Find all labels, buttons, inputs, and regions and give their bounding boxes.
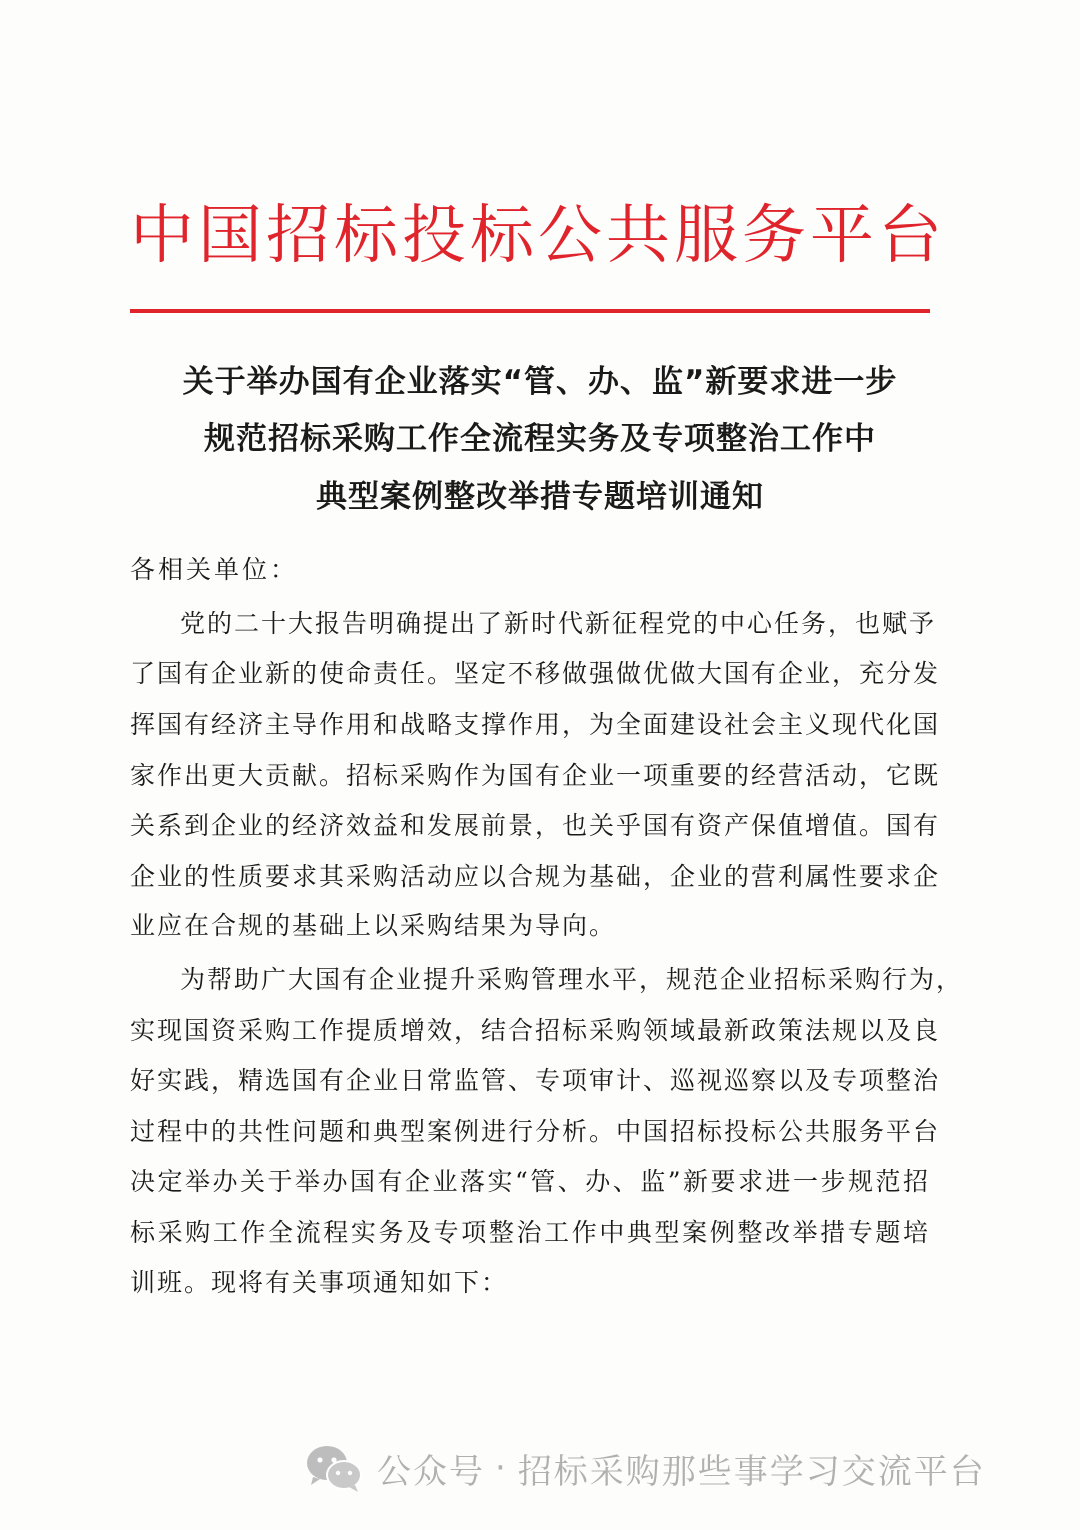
footer-label: 公众号 xyxy=(377,1451,485,1492)
paragraph-2-line: 为帮助广大国有企业提升采购管理水平，规范企业招标采购行为， xyxy=(180,965,964,994)
salutation: 各相关单位： xyxy=(130,555,299,584)
paragraph-2-line: 实现国资采购工作提质增效，结合招标采购领域最新政策法规以及良 xyxy=(130,1016,941,1045)
notice-title-line-2: 规范招标采购工作全流程实务及专项整治工作中 xyxy=(204,421,876,457)
paragraph-1-line: 挥国有经济主导作用和战略支撑作用，为全面建设社会主义现代化国 xyxy=(130,710,941,739)
wechat-account-watermark xyxy=(305,1438,986,1498)
notice-title-line-3: 典型案例整改举措专题培训通知 xyxy=(316,479,764,515)
footer-separator: · xyxy=(495,1448,508,1488)
paragraph-1-line: 家作出更大贡献。招标采购作为国有企业一项重要的经营活动，它既 xyxy=(130,761,941,790)
paragraph-1-line: 了国有企业新的使命责任。坚定不移做强做优做大国有企业，充分发 xyxy=(130,659,941,688)
issuer-header: 中国招标投标公共服务平台 xyxy=(130,199,946,273)
footer-account-name: 招标采购那些事学习交流平台 xyxy=(517,1451,986,1492)
paragraph-1-line: 党的二十大报告明确提出了新时代新征程党的中心任务，也赋予 xyxy=(180,609,937,638)
paragraph-2-line: 过程中的共性问题和典型案例进行分析。中国招标投标公共服务平台 xyxy=(130,1117,941,1146)
paragraph-2-line: 决定举办关于举办国有企业落实“管、办、监”新要求进一步规范招 xyxy=(130,1167,930,1196)
paragraph-1-line: 关系到企业的经济效益和发展前景，也关乎国有资产保值增值。国有 xyxy=(130,811,941,840)
header-rule xyxy=(130,309,930,313)
wechat-icon xyxy=(305,1443,363,1493)
notice-title-line-1: 关于举办国有企业落实“管、办、监”新要求进一步 xyxy=(182,364,898,400)
paragraph-1-line: 企业的性质要求其采购活动应以合规为基础，企业的营利属性要求企 xyxy=(130,862,941,891)
paragraph-2-line: 训班。现将有关事项通知如下： xyxy=(130,1268,509,1297)
paragraph-2-line: 好实践，精选国有企业日常监管、专项审计、巡视巡察以及专项整治 xyxy=(130,1066,941,1095)
paragraph-1-line: 业应在合规的基础上以采购结果为导向。 xyxy=(130,911,617,940)
paragraph-2-line: 标采购工作全流程实务及专项整治工作中典型案例整改举措专题培 xyxy=(130,1218,930,1247)
